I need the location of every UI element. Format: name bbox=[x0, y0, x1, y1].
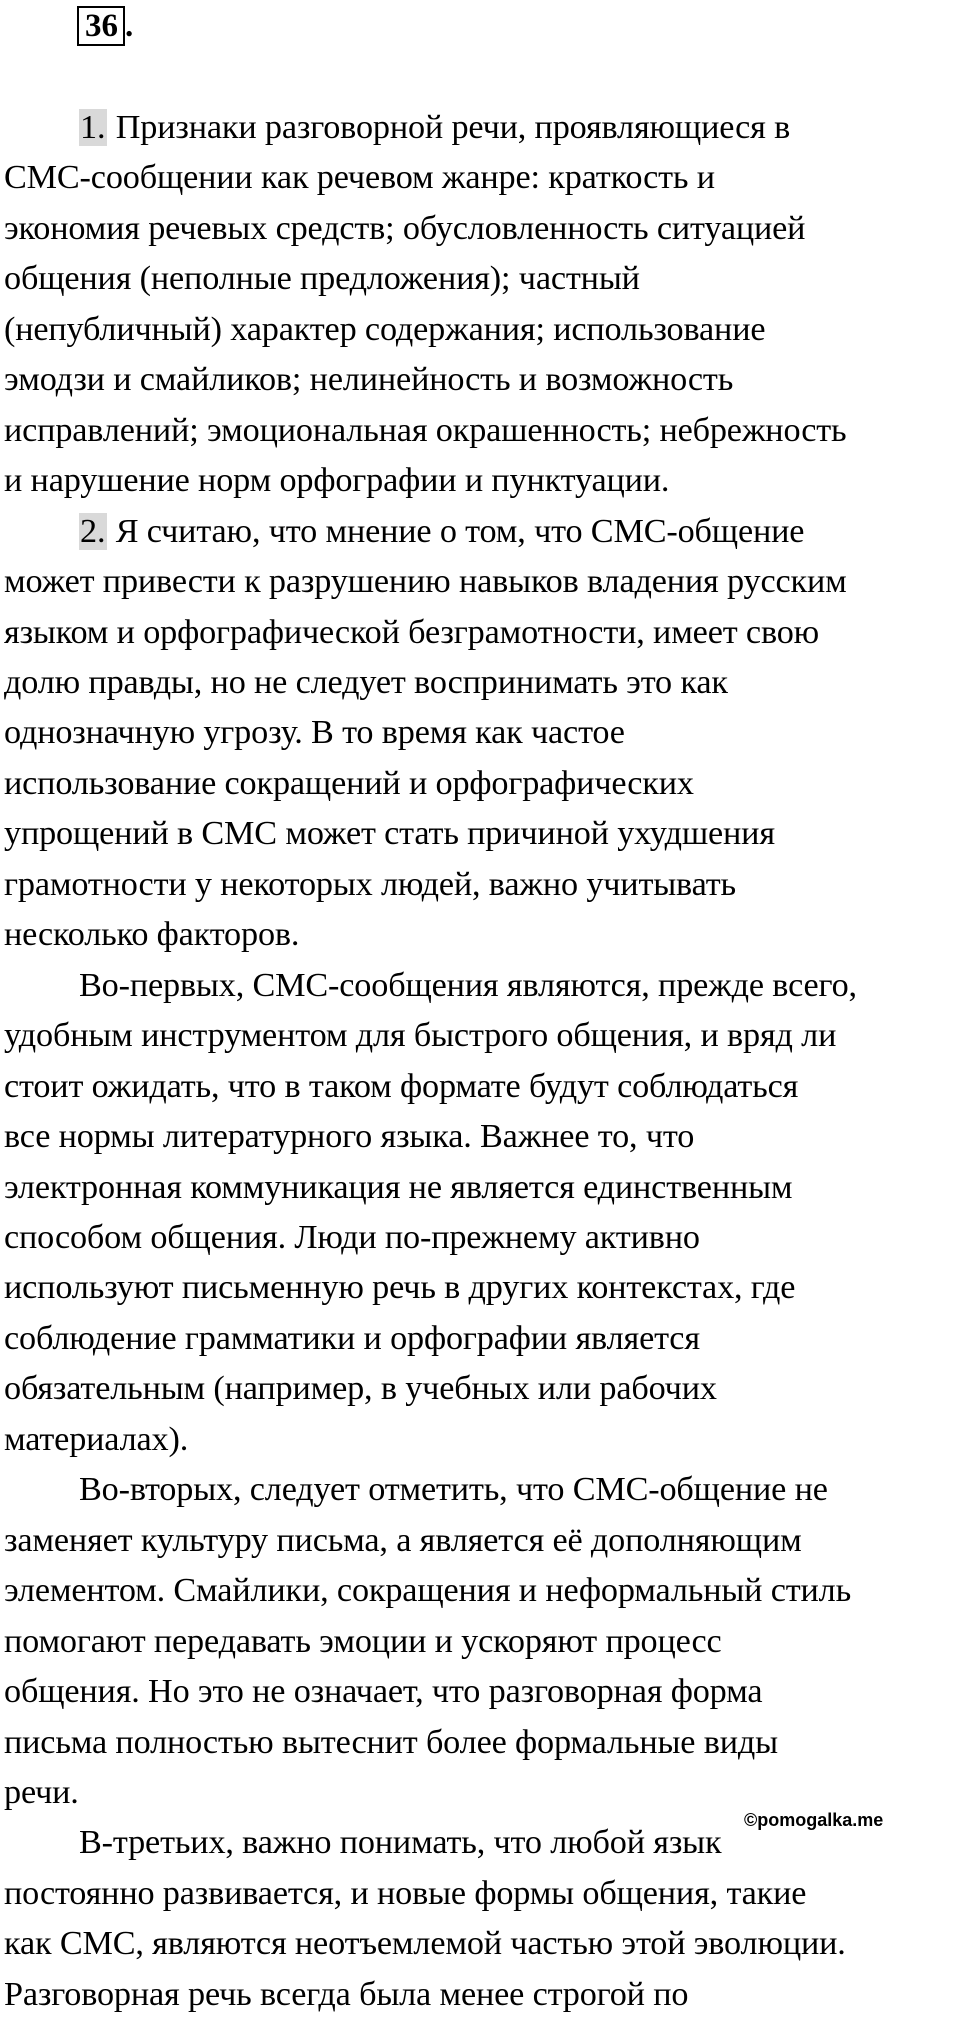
text-line bbox=[4, 1667, 958, 1717]
line-text: В-третьих, важно понимать, что любой язык bbox=[79, 1824, 722, 1862]
line-text: письма полностью вытеснит более формальные виды bbox=[4, 1723, 778, 1761]
text-line bbox=[4, 406, 958, 456]
line-text: обязательным (например, в учебных или рабочих bbox=[4, 1370, 717, 1408]
line-text: использование сокращений и орфографических bbox=[4, 764, 694, 802]
task-number-box bbox=[77, 6, 125, 46]
text-line bbox=[4, 1011, 958, 1061]
line-text: упрощений в СМС может стать причиной ухудшения bbox=[4, 815, 775, 853]
text-line bbox=[4, 1364, 958, 1414]
text-line bbox=[4, 961, 958, 1011]
line-text: как СМС, являются неотъемлемой частью этой эволюции. bbox=[4, 1925, 846, 1963]
task-number-value: 36 bbox=[85, 8, 118, 44]
line-text: речи. bbox=[4, 1773, 79, 1811]
line-text: грамотности у некоторых людей, важно учитывать bbox=[4, 865, 736, 903]
line-text: электронная коммуникация не является единственным bbox=[4, 1168, 793, 1206]
line-text: элементом. Смайлики, сокращения и неформальный стиль bbox=[4, 1572, 852, 1610]
item-number-marker: 1. bbox=[80, 109, 106, 146]
text-line bbox=[4, 1163, 958, 1213]
text-line bbox=[4, 557, 958, 607]
line-text: долю правды, но не следует воспринимать это как bbox=[4, 663, 728, 701]
line-text: (непубличный) характер содержания; использование bbox=[4, 310, 766, 348]
paragraph bbox=[4, 103, 958, 507]
text-line bbox=[4, 608, 958, 658]
text-line bbox=[4, 1415, 958, 1465]
line-text: и нарушение норм орфографии и пунктуации. bbox=[4, 462, 670, 500]
text-line bbox=[4, 658, 958, 708]
line-text: общения. Но это не означает, что разговорная форма bbox=[4, 1673, 763, 1711]
text-line bbox=[4, 1112, 958, 1162]
line-text: Во-вторых, следует отметить, что СМС-общение не bbox=[79, 1471, 828, 1509]
line-text: Признаки разговорной речи, проявляющиеся в bbox=[107, 109, 791, 146]
text-line bbox=[4, 103, 958, 153]
text-line bbox=[4, 254, 958, 304]
text-line bbox=[4, 1718, 958, 1768]
answer-text bbox=[4, 103, 958, 2020]
line-text: материалах). bbox=[4, 1420, 189, 1458]
text-line bbox=[4, 1617, 958, 1667]
text-line bbox=[4, 1314, 958, 1364]
text-line bbox=[4, 1566, 958, 1616]
text-line bbox=[4, 708, 958, 758]
watermark: ©pomogalka.me bbox=[744, 1810, 884, 1830]
text-line bbox=[4, 1970, 958, 2020]
text-line bbox=[4, 860, 958, 910]
line-text: все нормы литературного языка. Важнее то, что bbox=[4, 1118, 695, 1156]
line-text: удобным инструментом для быстрого общения, и вряд ли bbox=[4, 1017, 837, 1055]
text-line bbox=[4, 759, 958, 809]
line-text: экономия речевых средств; обусловленность ситуацией bbox=[4, 209, 806, 247]
line-text: СМС-сообщении как речевом жанре: краткость и bbox=[4, 159, 715, 197]
text-line bbox=[4, 507, 958, 557]
text-line bbox=[4, 355, 958, 405]
text-line bbox=[4, 809, 958, 859]
line-text: Разговорная речь всегда была менее строгой по bbox=[4, 1975, 689, 2013]
line-text: Во-первых, СМС-сообщения являются, прежде всего, bbox=[79, 966, 857, 1004]
line-text: исправлений; эмоциональная окрашенность; небрежность bbox=[4, 411, 847, 449]
task-number-suffix: . bbox=[125, 8, 134, 44]
text-line bbox=[4, 204, 958, 254]
text-line bbox=[4, 1263, 958, 1313]
text-line bbox=[4, 1919, 958, 1969]
line-text: Я считаю, что мнение о том, что СМС-общение bbox=[107, 512, 805, 550]
paragraph bbox=[4, 961, 958, 1466]
paragraph bbox=[4, 1818, 958, 2020]
line-text: стоит ожидать, что в таком формате будут соблюдаться bbox=[4, 1067, 799, 1105]
line-text: соблюдение грамматики и орфографии является bbox=[4, 1319, 700, 1357]
line-text: помогают передавать эмоции и ускоряют процесс bbox=[4, 1622, 722, 1660]
item-number-marker: 2. bbox=[80, 512, 106, 550]
text-line bbox=[4, 1465, 958, 1515]
text-line bbox=[4, 1516, 958, 1566]
text-line bbox=[4, 153, 958, 203]
task-number bbox=[77, 6, 133, 46]
text-line bbox=[4, 910, 958, 960]
line-text: используют письменную речь в других контекстах, где bbox=[4, 1269, 796, 1307]
paragraph bbox=[4, 507, 958, 961]
line-text: несколько факторов. bbox=[4, 916, 300, 954]
text-line bbox=[4, 1062, 958, 1112]
line-text: однозначную угрозу. В то время как частое bbox=[4, 714, 625, 752]
line-text: общения (неполные предложения); частный bbox=[4, 260, 640, 298]
line-text: постоянно развивается, и новые формы общения, такие bbox=[4, 1874, 807, 1912]
line-text: заменяет культуру письма, а является её дополняющим bbox=[4, 1521, 802, 1559]
text-line bbox=[4, 456, 958, 506]
text-line bbox=[4, 305, 958, 355]
text-line bbox=[4, 1213, 958, 1263]
line-text: может привести к разрушению навыков владения русским bbox=[4, 563, 847, 601]
paragraph bbox=[4, 1465, 958, 1818]
line-text: способом общения. Люди по-прежнему активно bbox=[4, 1218, 700, 1256]
line-text: языком и орфографической безграмотности, имеет свою bbox=[4, 613, 820, 651]
text-line bbox=[4, 1869, 958, 1919]
line-text: эмодзи и смайликов; нелинейность и возможность bbox=[4, 361, 734, 399]
